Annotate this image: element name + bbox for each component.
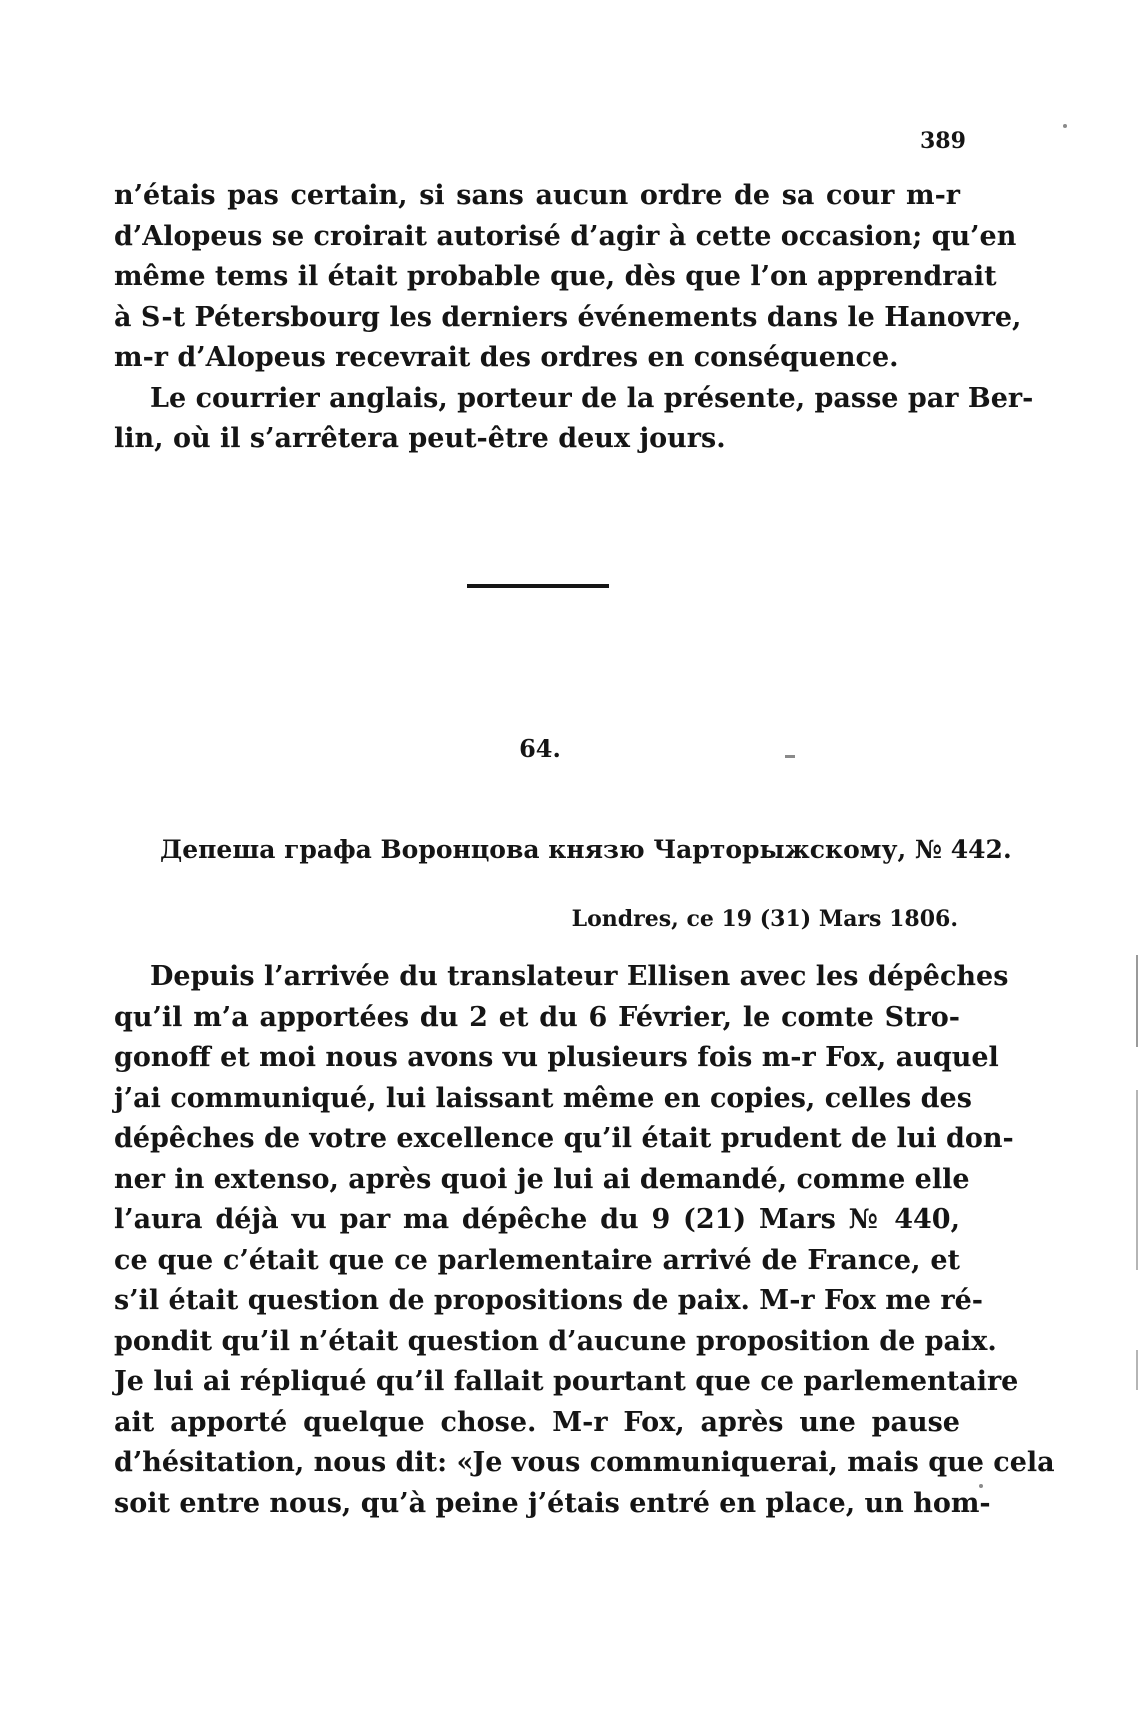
scan-edge-mark — [1136, 955, 1138, 1047]
continuation-text — [114, 176, 1034, 460]
document-body — [114, 957, 1055, 1524]
section-divider — [467, 584, 609, 588]
scan-edge-mark — [1136, 1350, 1138, 1390]
text-line: lin, où il s’arrêtera peut-être deux jours. — [114, 423, 726, 454]
text-line: soit entre nous, qu’à peine j’étais entré en place, un hom- — [114, 1487, 991, 1519]
text-line: d’Alopeus se croirait autorisé d’agir à cette occasion; qu’en — [114, 220, 1017, 252]
scan-edge-mark — [1136, 1090, 1138, 1270]
text-line: Le courrier anglais, porteur de la présente, passe par Ber- — [150, 382, 1034, 414]
text-line: j’ai communiqué, lui laissant même en copies, celles des — [114, 1082, 972, 1114]
document-number: 64. — [519, 734, 561, 763]
text-line: l’aura déjà vu par ma dépêche du 9 (21) Mars № 440, — [114, 1204, 960, 1235]
text-line: gonoff et moi nous avons vu plusieurs fois m-r Fox, auquel — [114, 1042, 999, 1073]
text-line: à S-t Pétersbourg les derniers événements dans le Hanovre, — [114, 301, 1022, 333]
text-line: s’il était question de propositions de paix. M-r Fox me ré- — [114, 1285, 983, 1316]
text-line: pondit qu’il n’était question d’aucune proposition de paix. — [114, 1325, 997, 1357]
page-number: 389 — [920, 128, 966, 154]
text-line: qu’il m’a apportées du 2 et du 6 Février, le comte Stro- — [114, 1001, 960, 1033]
dateline: Londres, ce 19 (31) Mars 1806. — [571, 906, 958, 932]
print-speck — [1063, 124, 1067, 128]
text-line: m-r d’Alopeus recevrait des ordres en conséquence. — [114, 342, 899, 373]
text-line: d’hésitation, nous dit: «Je vous communiquerai, mais que cela — [114, 1447, 1055, 1478]
text-line: n’étais pas certain, si sans aucun ordre de sa cour m-r — [114, 180, 960, 211]
text-line: Depuis l’arrivée du translateur Ellisen avec les dépêches — [150, 961, 1009, 992]
document-title: Депеша графа Воронцова князю Чарторыжскому, № 442. — [160, 835, 1012, 864]
text-line: ce que c’était que ce parlementaire arrivé de France, et — [114, 1244, 960, 1276]
print-speck — [785, 755, 795, 758]
text-line: ait apporté quelque chose. M-r Fox, après une pause — [114, 1406, 960, 1438]
text-line: même tems il était probable que, dès que l’on apprendrait — [114, 261, 997, 292]
text-line: Je lui ai répliqué qu’il fallait pourtant que ce parlementaire — [114, 1366, 1019, 1397]
text-line: dépêches de votre excellence qu’il était prudent de lui don- — [114, 1123, 1014, 1154]
text-line: ner in extenso, après quoi je lui ai demandé, comme elle — [114, 1163, 970, 1195]
print-speck — [979, 1484, 983, 1488]
